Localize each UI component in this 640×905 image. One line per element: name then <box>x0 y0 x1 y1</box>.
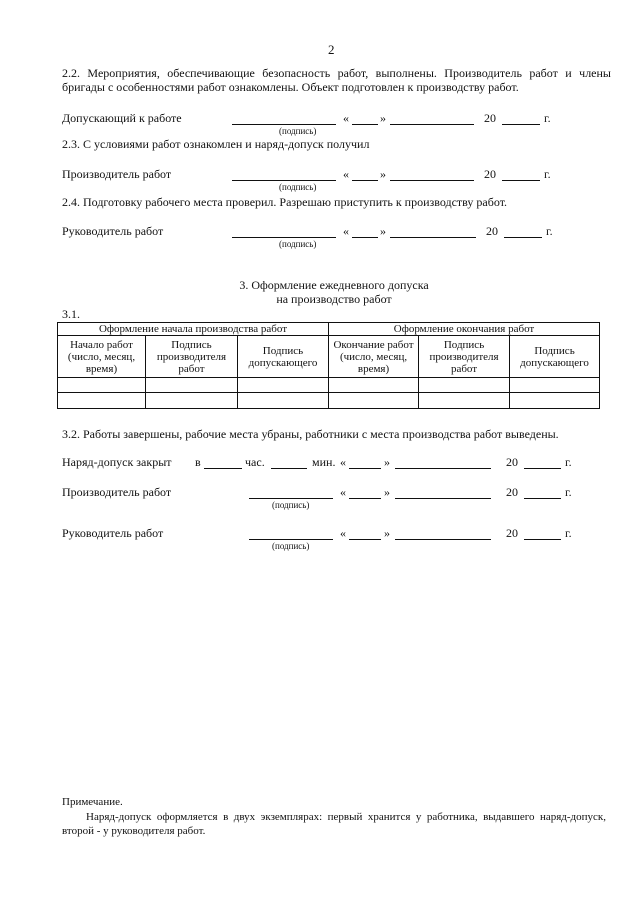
section-2-3-text: 2.3. С условиями работ ознакомлен и наряд-допуск получил <box>62 137 370 151</box>
year-suffix: г. <box>565 526 572 540</box>
date-day-line <box>349 498 381 499</box>
page-number: 2 <box>328 42 335 57</box>
daily-permit-table <box>57 322 600 409</box>
table-row <box>58 378 600 393</box>
year-line <box>524 539 561 540</box>
date-month-line <box>390 237 476 238</box>
signature-caption: (подпись) <box>272 541 310 551</box>
col-start-foreman-signature: Подпись производителя работ <box>146 336 238 378</box>
date-day-line <box>352 237 378 238</box>
col-start-admitter-signature: Подпись допускающего <box>238 336 329 378</box>
section-3-2-text: 3.2. Работы завершены, рабочие места убраны, работники с места производства работ выведены. <box>62 427 559 441</box>
date-open-quote: « <box>340 455 346 469</box>
date-month-line <box>395 539 491 540</box>
note-text: Наряд-допуск оформляется в двух экземплярах: первый хранится у работника, выдавшего наряд-допуск, второй - у руководителя работ. <box>62 811 606 837</box>
year-suffix: г. <box>565 485 572 499</box>
section-2-3-signer: Производитель работ <box>62 167 172 181</box>
year-prefix: 20 <box>506 455 518 469</box>
date-close-quote: » <box>384 455 390 469</box>
table-cell[interactable] <box>58 378 146 393</box>
table-row <box>58 393 600 409</box>
section-3-subtitle: на производство работ <box>276 292 392 306</box>
date-month-line <box>390 124 474 125</box>
closed-hours-line <box>204 468 242 469</box>
section-2-4-text: 2.4. Подготовку рабочего места проверил. Разрешаю приступить к производству работ. <box>62 195 508 209</box>
table-cell[interactable] <box>238 393 329 409</box>
col-start-time: Начало работ (число, месяц, время) <box>58 336 146 378</box>
col-end-time: Окончание работ (число, месяц, время) <box>329 336 419 378</box>
signature-caption: (подпись) <box>279 239 317 249</box>
year-prefix: 20 <box>484 167 496 181</box>
closed-minutes-line <box>271 468 307 469</box>
col-end-admitter-signature: Подпись допускающего <box>510 336 600 378</box>
table-cell[interactable] <box>238 378 329 393</box>
date-close-quote: » <box>380 111 386 125</box>
signature-caption: (подпись) <box>272 500 310 510</box>
section-3-1-label: 3.1. <box>62 307 80 321</box>
signature-caption: (подпись) <box>279 182 317 192</box>
date-open-quote: « <box>343 111 349 125</box>
date-month-line <box>395 498 491 499</box>
group-end-header: Оформление окончания работ <box>329 323 600 336</box>
year-prefix: 20 <box>486 224 498 238</box>
table-group-header <box>58 323 600 336</box>
table-cell[interactable] <box>510 378 600 393</box>
year-suffix: г. <box>544 167 551 181</box>
year-suffix: г. <box>546 224 553 238</box>
table-cell[interactable] <box>419 378 510 393</box>
date-close-quote: » <box>380 224 386 238</box>
date-open-quote: « <box>343 224 349 238</box>
date-open-quote: « <box>340 526 346 540</box>
date-open-quote: « <box>340 485 346 499</box>
group-start-header: Оформление начала производства работ <box>58 323 329 336</box>
date-month-line <box>395 468 491 469</box>
year-suffix: г. <box>565 455 572 469</box>
date-day-line <box>352 180 378 181</box>
year-line <box>502 124 540 125</box>
date-day-line <box>352 124 378 125</box>
signature-line <box>249 498 333 499</box>
section-2-2-signer: Допускающий к работе <box>62 111 182 125</box>
year-line <box>504 237 542 238</box>
col-end-foreman-signature: Подпись производителя работ <box>419 336 510 378</box>
year-line <box>524 468 561 469</box>
note-title: Примечание. <box>62 796 123 808</box>
table-cell[interactable] <box>146 378 238 393</box>
section-3-2-signer-2: Руководитель работ <box>62 526 164 540</box>
signature-line <box>232 237 336 238</box>
year-suffix: г. <box>544 111 551 125</box>
date-close-quote: » <box>380 167 386 181</box>
year-line <box>502 180 540 181</box>
section-3-2-signer-1: Производитель работ <box>62 485 172 499</box>
table-cell[interactable] <box>58 393 146 409</box>
date-close-quote: » <box>384 485 390 499</box>
table-cell[interactable] <box>146 393 238 409</box>
table-cell[interactable] <box>510 393 600 409</box>
section-2-2-text: 2.2. Мероприятия, обеспечивающие безопасность работ, выполнены. Производитель работ и члены бригады с особенностями работ ознакомлены. Объект подготовлен к производству работ. <box>62 66 611 94</box>
closed-hours-label: час. <box>245 455 265 469</box>
table-cell[interactable] <box>329 378 419 393</box>
signature-line <box>232 124 336 125</box>
date-day-line <box>349 539 381 540</box>
date-month-line <box>390 180 474 181</box>
year-prefix: 20 <box>506 526 518 540</box>
date-close-quote: » <box>384 526 390 540</box>
signature-caption: (подпись) <box>279 126 317 136</box>
table-cell[interactable] <box>419 393 510 409</box>
table-cell[interactable] <box>329 393 419 409</box>
year-prefix: 20 <box>506 485 518 499</box>
signature-line <box>249 539 333 540</box>
section-2-4-signer: Руководитель работ <box>62 224 164 238</box>
closed-in: в <box>195 455 201 469</box>
date-day-line <box>349 468 381 469</box>
year-prefix: 20 <box>484 111 496 125</box>
year-line <box>524 498 561 499</box>
closed-minutes-label: мин. <box>312 455 336 469</box>
permit-closed-label: Наряд-допуск закрыт <box>62 455 172 469</box>
section-3-title: 3. Оформление ежедневного допуска <box>239 278 429 292</box>
date-open-quote: « <box>343 167 349 181</box>
table-column-header <box>58 336 600 378</box>
signature-line <box>232 180 336 181</box>
